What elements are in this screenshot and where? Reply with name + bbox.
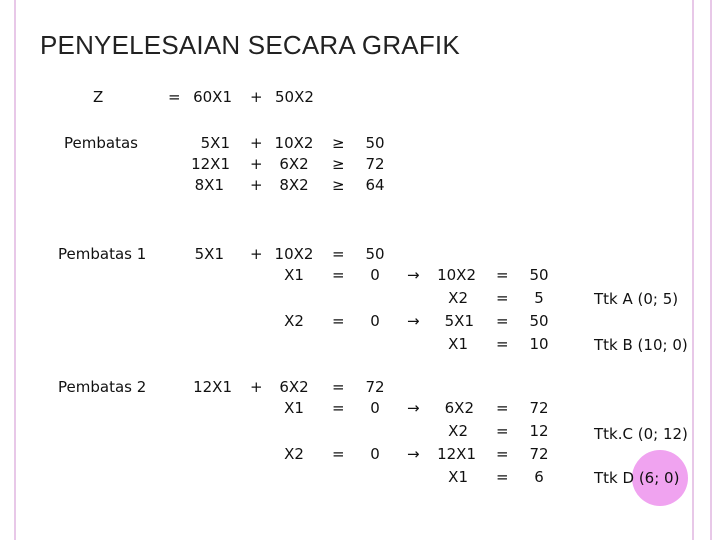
constraints-label: Pembatas [64,134,138,152]
pembatas1-x2-zero: 0 [370,312,380,330]
pembatas2-arrow-1: → [407,399,420,417]
point-b-label: Ttk B (10; 0) [594,336,688,354]
constraint2-relation: ≥ [332,155,345,173]
pembatas1-term1: 5X1 [194,245,224,263]
pembatas2-res4-val: 6 [534,468,544,486]
objective-label: Z [93,88,104,106]
pembatas1-res4-lhs: X1 [448,335,468,353]
constraint1-term2: 10X2 [274,134,314,152]
point-a-label: Ttk A (0; 5) [594,290,679,308]
pembatas1-relation: = [332,245,345,263]
constraint2-term2: 6X2 [279,155,309,173]
pembatas1-x2-var: X2 [284,312,304,330]
constraint2-term1: 12X1 [191,155,230,173]
constraint3-relation: ≥ [332,176,345,194]
pembatas1-x1-zero: 0 [370,266,380,284]
pembatas1-res4-eq: = [496,335,509,353]
pembatas2-res2-val: 12 [529,422,549,440]
pembatas2-res3-val: 72 [529,445,549,463]
pembatas1-res3-lhs: 5X1 [444,312,474,330]
pembatas2-x1-eq: = [332,399,345,417]
constraint1-relation: ≥ [332,134,345,152]
pembatas2-x1-zero: 0 [370,399,380,417]
pembatas2-plus: + [250,378,263,396]
pembatas1-res1-lhs: 10X2 [437,266,476,284]
objective-plus: + [250,88,263,106]
pembatas1-label: Pembatas 1 [58,245,147,263]
right-border-decoration [692,0,720,540]
pembatas1-res1-val: 50 [529,266,549,284]
constraint2-plus: + [250,155,263,173]
pembatas2-res4-eq: = [496,468,509,486]
pembatas2-res2-lhs: X2 [448,422,468,440]
pembatas2-label: Pembatas 2 [58,378,147,396]
pembatas2-res1-val: 72 [529,399,549,417]
pembatas1-res2-eq: = [496,289,509,307]
pembatas1-term2: 10X2 [274,245,314,263]
pembatas2-res4-lhs: X1 [448,468,468,486]
pembatas1-res2-val: 5 [534,289,544,307]
constraint3-rhs: 64 [365,176,385,194]
point-d-label: Ttk D (6; 0) [594,469,680,487]
pembatas1-x1-eq: = [332,266,345,284]
left-border-decoration [0,0,16,540]
point-c-label: Ttk.C (0; 12) [594,425,688,443]
pembatas1-rhs: 50 [365,245,385,263]
constraint1-rhs: 50 [365,134,385,152]
pembatas1-arrow-2: → [407,312,420,330]
pembatas1-res3-eq: = [496,312,509,330]
objective-term2: 50X2 [275,88,314,106]
pembatas2-term2: 6X2 [279,378,309,396]
pembatas2-rhs: 72 [365,378,385,396]
pembatas2-relation: = [332,378,345,396]
pembatas2-res3-lhs: 12X1 [437,445,476,463]
constraint3-term2: 8X2 [279,176,309,194]
slide-title: PENYELESAIAN SECARA GRAFIK [40,30,460,60]
pembatas1-res1-eq: = [496,266,509,284]
constraint1-plus: + [250,134,263,152]
pembatas2-x2-eq: = [332,445,345,463]
constraint3-term1: 8X1 [194,176,224,194]
constraint3-plus: + [250,176,263,194]
pembatas2-term1: 12X1 [193,378,232,396]
pembatas2-arrow-2: → [407,445,420,463]
pembatas2-res3-eq: = [496,445,509,463]
constraint2-rhs: 72 [365,155,385,173]
right-border-line [710,0,712,540]
pembatas2-x2-var: X2 [284,445,304,463]
pembatas1-x1-var: X1 [284,266,304,284]
objective-equals: = [168,88,181,106]
pembatas1-arrow-1: → [407,266,420,284]
pembatas2-x1-var: X1 [284,399,304,417]
pembatas1-res2-lhs: X2 [448,289,468,307]
constraint1-term1: 5X1 [200,134,230,152]
pembatas2-res1-eq: = [496,399,509,417]
objective-term1: 60X1 [193,88,232,106]
pembatas1-res3-val: 50 [529,312,549,330]
pembatas1-plus: + [250,245,263,263]
pembatas2-x2-zero: 0 [370,445,380,463]
pembatas2-res1-lhs: 6X2 [444,399,474,417]
pembatas1-res4-val: 10 [529,335,549,353]
pembatas2-res2-eq: = [496,422,509,440]
pembatas1-x2-eq: = [332,312,345,330]
